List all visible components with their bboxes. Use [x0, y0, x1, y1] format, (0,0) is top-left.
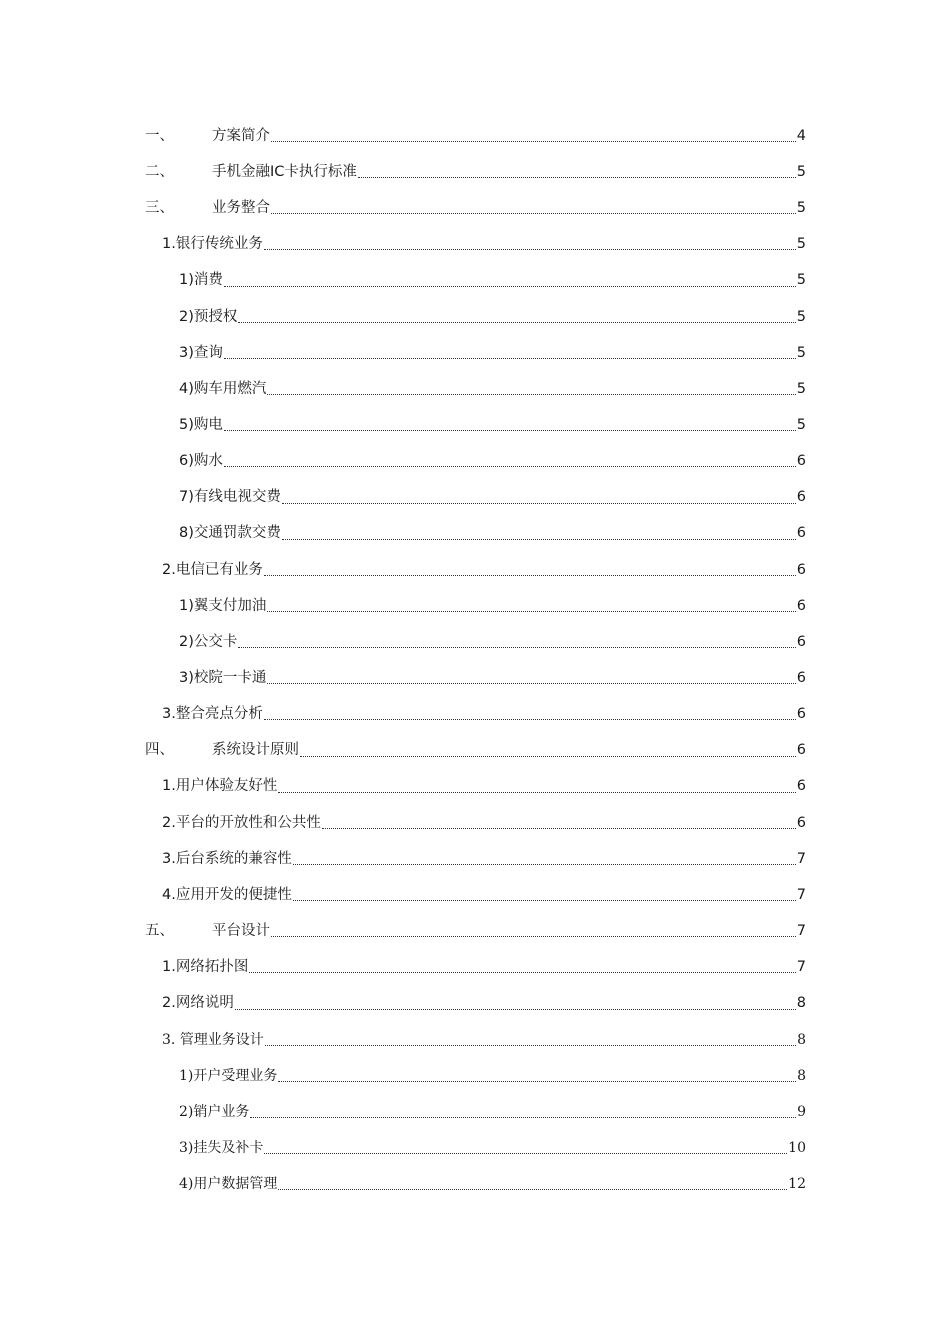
toc-entry-title: 电信已有业务	[175, 561, 263, 578]
toc-entry-title: 校院一卡通	[193, 670, 267, 686]
dot-leader	[282, 502, 796, 504]
toc-entry-title: 公交卡	[193, 633, 238, 650]
toc-entry-page-number: 8	[797, 1031, 806, 1048]
dot-leader	[278, 1188, 787, 1190]
toc-entry-page-number: 8	[796, 995, 806, 1012]
toc-entry-page-number: 6	[796, 742, 806, 759]
toc-entry-number: 2.	[162, 561, 176, 578]
toc-entry-title: 销户业务	[193, 1104, 250, 1121]
toc-entry[interactable]	[145, 733, 806, 769]
toc-entry-page-number: 6	[796, 489, 806, 506]
toc-entry[interactable]	[179, 1166, 806, 1202]
toc-entry-title: 方案简介	[212, 127, 270, 144]
toc-entry[interactable]	[162, 1022, 806, 1058]
toc-entry-title: 消费	[193, 272, 223, 289]
toc-entry-page-number: 12	[788, 1176, 806, 1193]
toc-entry-title: 整合亮点分析	[175, 706, 263, 723]
dot-leader	[322, 827, 796, 829]
toc-entry-number: 1)	[179, 597, 194, 614]
toc-entry[interactable]	[162, 841, 806, 877]
toc-entry[interactable]	[179, 299, 806, 335]
toc-entry[interactable]	[162, 877, 806, 913]
toc-entry[interactable]	[179, 660, 806, 696]
dot-leader	[235, 1008, 796, 1010]
toc-entry-page-number: 6	[796, 525, 806, 542]
toc-entry[interactable]	[162, 805, 806, 841]
toc-entry-number: 3)	[179, 670, 194, 686]
toc-entry-page-number: 7	[796, 850, 806, 867]
toc-entry-number: 5)	[179, 416, 194, 433]
toc-entry[interactable]	[179, 1094, 806, 1130]
toc-entry[interactable]	[162, 949, 806, 985]
toc-entry[interactable]	[179, 624, 806, 660]
toc-entry-title: 翼支付加油	[193, 597, 267, 614]
toc-entry-page-number: 6	[796, 706, 806, 723]
toc-entry-number: 1.	[162, 236, 176, 253]
toc-entry-number: 2.	[162, 995, 176, 1012]
toc-entry[interactable]	[145, 118, 806, 154]
dot-leader	[300, 755, 796, 757]
toc-entry-title: 交通罚款交费	[193, 525, 281, 542]
dot-leader	[264, 1152, 787, 1154]
toc-entry-title: 平台设计	[212, 923, 270, 940]
toc-entry-number: 4)	[179, 380, 194, 397]
toc-entry-number: 3.	[162, 850, 176, 867]
toc-entry[interactable]	[179, 480, 806, 516]
toc-entry[interactable]	[179, 516, 806, 552]
dot-leader	[282, 538, 796, 540]
toc-entry-title: 购车用燃汽	[193, 380, 267, 397]
toc-entry-page-number: 4	[796, 127, 806, 144]
toc-entry-page-number: 5	[796, 200, 806, 217]
toc-entry-number: 五、	[145, 923, 174, 940]
toc-entry[interactable]	[179, 335, 806, 371]
toc-entry-title: 预授权	[193, 308, 238, 325]
dot-leader	[264, 574, 796, 576]
toc-entry[interactable]	[179, 1058, 806, 1094]
toc-entry-number: 四、	[145, 742, 174, 759]
toc-entry[interactable]	[179, 407, 806, 443]
toc-entry-number: 8)	[179, 525, 194, 542]
toc-entry-number: 二、	[145, 163, 174, 180]
toc-entry-title: 用户体验友好性	[175, 778, 278, 795]
toc-entry-number: 三、	[145, 200, 174, 217]
toc-entry-title: 网络拓扑图	[175, 959, 249, 976]
toc-entry[interactable]	[145, 190, 806, 226]
toc-entry-page-number: 5	[796, 163, 806, 180]
toc-entry-page-number: 9	[797, 1104, 806, 1121]
toc-entry-title: 银行传统业务	[175, 236, 263, 253]
toc-entry-page-number: 5	[796, 236, 806, 253]
toc-entry-title: 手机金融IC卡执行标准	[212, 163, 357, 180]
toc-entry-number: 3)	[179, 344, 194, 361]
dot-leader	[224, 357, 796, 359]
toc-entry-page-number: 5	[796, 308, 806, 325]
toc-entry-title: 系统设计原则	[212, 742, 299, 759]
toc-entry-page-number: 6	[796, 453, 806, 470]
toc-entry-page-number: 5	[796, 344, 806, 361]
toc-entry[interactable]	[179, 443, 806, 479]
dot-leader	[238, 321, 795, 323]
dot-leader	[278, 791, 795, 793]
toc-entry-title: 查询	[193, 344, 223, 361]
toc-entry[interactable]	[162, 696, 806, 732]
toc-entry-page-number: 7	[796, 959, 806, 976]
toc-entry[interactable]	[162, 226, 806, 262]
toc-entry-number: 2)	[179, 308, 194, 325]
dot-leader	[250, 1116, 796, 1118]
toc-entry-page-number: 6	[796, 778, 806, 795]
toc-entry[interactable]	[179, 588, 806, 624]
toc-entry-title: 应用开发的便捷性	[175, 886, 292, 903]
toc-entry-title: 管理业务设计	[179, 1031, 264, 1048]
toc-entry-page-number: 6	[796, 561, 806, 578]
dot-leader	[271, 212, 796, 214]
toc-entry-page-number: 7	[796, 886, 806, 903]
toc-entry-page-number: 10	[788, 1140, 806, 1157]
dot-leader	[358, 176, 796, 178]
dot-leader	[264, 718, 796, 720]
toc-entry-page-number: 6	[796, 670, 806, 686]
toc-entry-title: 网络说明	[175, 995, 234, 1012]
toc-entry-number: 1.	[162, 778, 176, 795]
dot-leader	[224, 429, 796, 431]
toc-entry-number: 1.	[162, 959, 176, 976]
toc-entry-number: 2.	[162, 814, 176, 831]
toc-entry-number: 2)	[179, 633, 194, 650]
toc-entry-title: 用户数据管理	[193, 1176, 278, 1193]
toc-entry-number: 6)	[179, 453, 194, 470]
dot-leader	[278, 1080, 796, 1082]
toc-entry-number: 7)	[179, 489, 194, 506]
toc-entry[interactable]	[162, 986, 806, 1022]
toc-entry-number: 3.	[162, 1031, 180, 1048]
toc-entry[interactable]	[179, 1130, 806, 1166]
toc-entry-number: 3)	[179, 1140, 194, 1157]
toc-entry-title: 开户受理业务	[193, 1067, 278, 1084]
toc-entry-title: 挂失及补卡	[193, 1140, 264, 1157]
toc-entry-title: 有线电视交费	[193, 489, 281, 506]
dot-leader	[267, 682, 795, 684]
toc-entry-title: 平台的开放性和公共性	[175, 814, 321, 831]
toc-entry-page-number: 6	[796, 814, 806, 831]
dot-leader	[271, 140, 796, 142]
toc-entry[interactable]	[179, 263, 806, 299]
toc-entry-title: 购水	[193, 453, 223, 470]
toc-entry-page-number: 5	[796, 416, 806, 433]
dot-leader	[267, 393, 795, 395]
toc-entry[interactable]	[145, 913, 806, 949]
toc-entry-number: 4.	[162, 886, 176, 903]
dot-leader	[224, 285, 796, 287]
toc-entry-number: 一、	[145, 127, 174, 144]
dot-leader	[265, 1044, 796, 1046]
toc-entry[interactable]	[145, 154, 806, 190]
dot-leader	[293, 863, 796, 865]
toc-entry-number: 1)	[179, 272, 194, 289]
toc-entry[interactable]	[179, 371, 806, 407]
dot-leader	[264, 248, 796, 250]
dot-leader	[293, 899, 796, 901]
dot-leader	[271, 935, 796, 937]
toc-entry-number: 3.	[162, 706, 176, 723]
toc-entry-number: 2)	[179, 1104, 194, 1121]
toc-entry-page-number: 5	[796, 380, 806, 397]
toc-entry-page-number: 6	[796, 597, 806, 614]
toc-entry-number: 1)	[179, 1067, 194, 1084]
toc-entry-title: 后台系统的兼容性	[175, 850, 292, 867]
toc-entry-page-number: 8	[797, 1067, 806, 1084]
dot-leader	[238, 646, 795, 648]
dot-leader	[249, 971, 795, 973]
toc-entry-title: 业务整合	[212, 200, 270, 217]
toc-entry-page-number: 6	[796, 633, 806, 650]
toc-entry[interactable]	[162, 769, 806, 805]
toc-entry-page-number: 7	[796, 923, 806, 940]
toc-entry[interactable]	[162, 552, 806, 588]
toc-entry-number: 4)	[179, 1176, 194, 1193]
toc-entry-title: 购电	[193, 416, 223, 433]
toc-entry-page-number: 5	[796, 272, 806, 289]
dot-leader	[224, 465, 796, 467]
dot-leader	[267, 610, 795, 612]
